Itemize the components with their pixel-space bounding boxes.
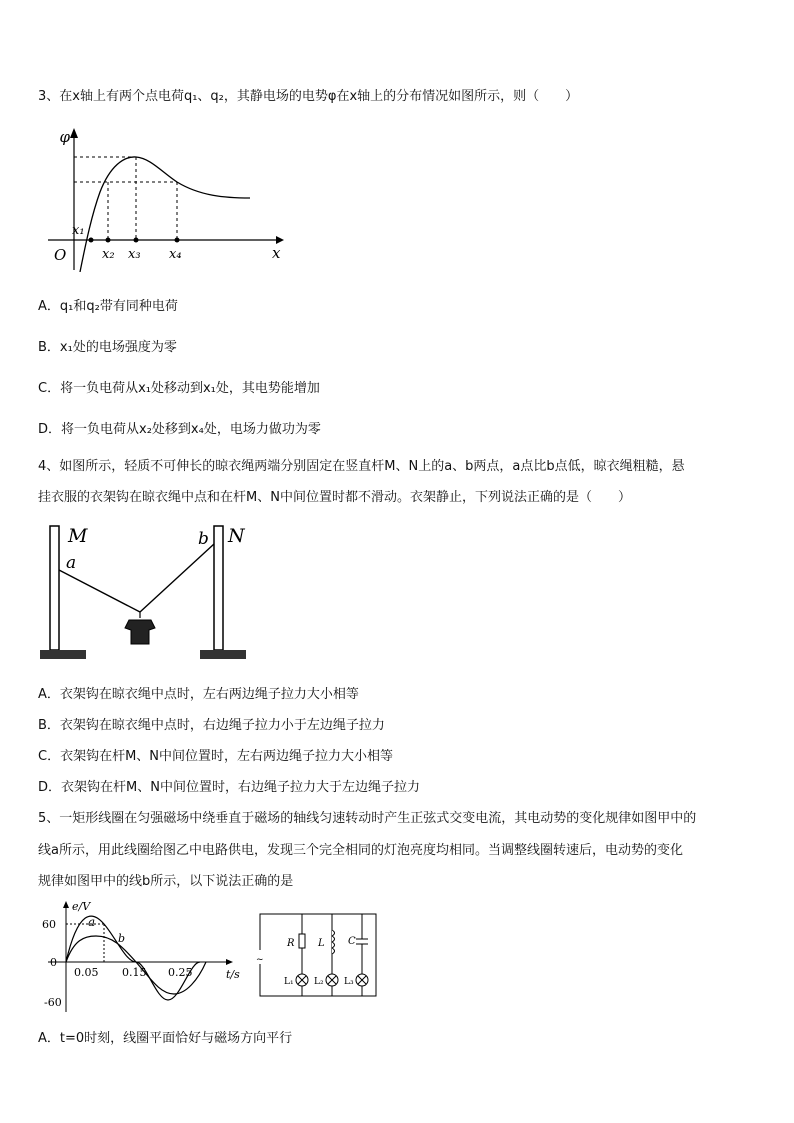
label-a: a	[66, 553, 77, 573]
label-C: C	[348, 936, 356, 947]
curve-b	[66, 936, 206, 994]
label-b: b	[118, 932, 126, 945]
q3-option-b: B．x₁处的电场强度为零	[38, 340, 177, 355]
y-0: 0	[50, 956, 57, 969]
x1-label: x₁	[72, 223, 85, 238]
label-L1: L₁	[284, 977, 294, 987]
phi-label: φ	[59, 128, 70, 146]
t-005: 0.05	[74, 966, 99, 979]
x3-label: x₃	[128, 247, 141, 262]
label-a: a	[88, 915, 96, 929]
y-neg60: -60	[44, 996, 62, 1009]
label-L2: L₂	[314, 977, 324, 987]
q4-option-c: C．衣架钩在杆M、N中间位置时，左右两边绳子拉力大小相等	[38, 749, 394, 764]
q3-potential-graph	[40, 122, 290, 272]
q5-stem-line3: 规律如图甲中的线b所示，以下说法正确的是	[38, 874, 294, 889]
q5-stem-line1: 5、一矩形线圈在匀强磁场中绕垂直于磁场的轴线匀速转动时产生正弦式交变电流，其电动势的变化规律如图甲中的	[38, 811, 697, 826]
shirt-icon	[125, 620, 155, 644]
q4-clothesline-figure	[38, 520, 248, 670]
q5-emf-graph	[40, 900, 250, 1015]
q3-option-c: C．将一负电荷从x₁处移动到x₁处，其电势能增加	[38, 381, 320, 396]
q4-option-b: B．衣架钩在晾衣绳中点时，右边绳子拉力小于左边绳子拉力	[38, 718, 385, 733]
lamp-icon-1	[296, 974, 308, 986]
label-R: R	[287, 938, 295, 949]
label-L3: L₃	[344, 977, 354, 987]
x-axis-label: x	[272, 244, 281, 262]
q5-circuit	[254, 906, 384, 1002]
lamp-icon-2	[326, 974, 338, 986]
label-b: b	[198, 529, 209, 549]
q4-option-d: D．衣架钩在杆M、N中间位置时，右边绳子拉力大于左边绳子拉力	[38, 780, 420, 795]
t-015: 0.15	[122, 966, 147, 979]
label-M: M	[68, 525, 88, 547]
q3-option-d: D．将一负电荷从x₂处移到x₄处，电场力做功为零	[38, 422, 321, 437]
q4-stem-line2: 挂衣服的衣架钩在晾衣绳中点和在杆M、N中间位置时都不滑动。衣架静止，下列说法正确的是（ ）	[38, 490, 631, 505]
x-axis-label: t/s	[226, 968, 240, 981]
q3-option-a: A．q₁和q₂带有同种电荷	[38, 299, 178, 314]
q5-stem-line2: 线a所示，用此线圈给图乙中电路供电，发现三个完全相同的灯泡亮度均相同。当调整线圈转速后，电动势的变化	[38, 843, 683, 858]
lamp-icon-3	[356, 974, 368, 986]
q3-stem: 3、在x轴上有两个点电荷q₁、q₂，其静电场的电势φ在x轴上的分布情况如图所示，则（ ）	[38, 89, 579, 104]
origin-label: O	[54, 246, 67, 264]
y-60: 60	[42, 918, 56, 931]
label-N: N	[228, 525, 245, 547]
x2-label: x₂	[102, 247, 115, 262]
x4-label: x₄	[169, 247, 182, 262]
label-L: L	[318, 938, 325, 949]
y-axis-label: e/V	[72, 900, 91, 913]
q4-stem-line1: 4、如图所示，轻质不可伸长的晾衣绳两端分别固定在竖直杆M、N上的a、b两点，a点比b点低，晾衣绳粗糙，悬	[38, 459, 685, 474]
ac-source-icon: ~	[256, 955, 264, 965]
t-025: 0.25	[168, 966, 193, 979]
q4-option-a: A．衣架钩在晾衣绳中点时，左右两边绳子拉力大小相等	[38, 687, 359, 702]
q5-option-a: A．t=0时刻，线圈平面恰好与磁场方向平行	[38, 1031, 293, 1046]
inductor-icon	[332, 930, 335, 954]
